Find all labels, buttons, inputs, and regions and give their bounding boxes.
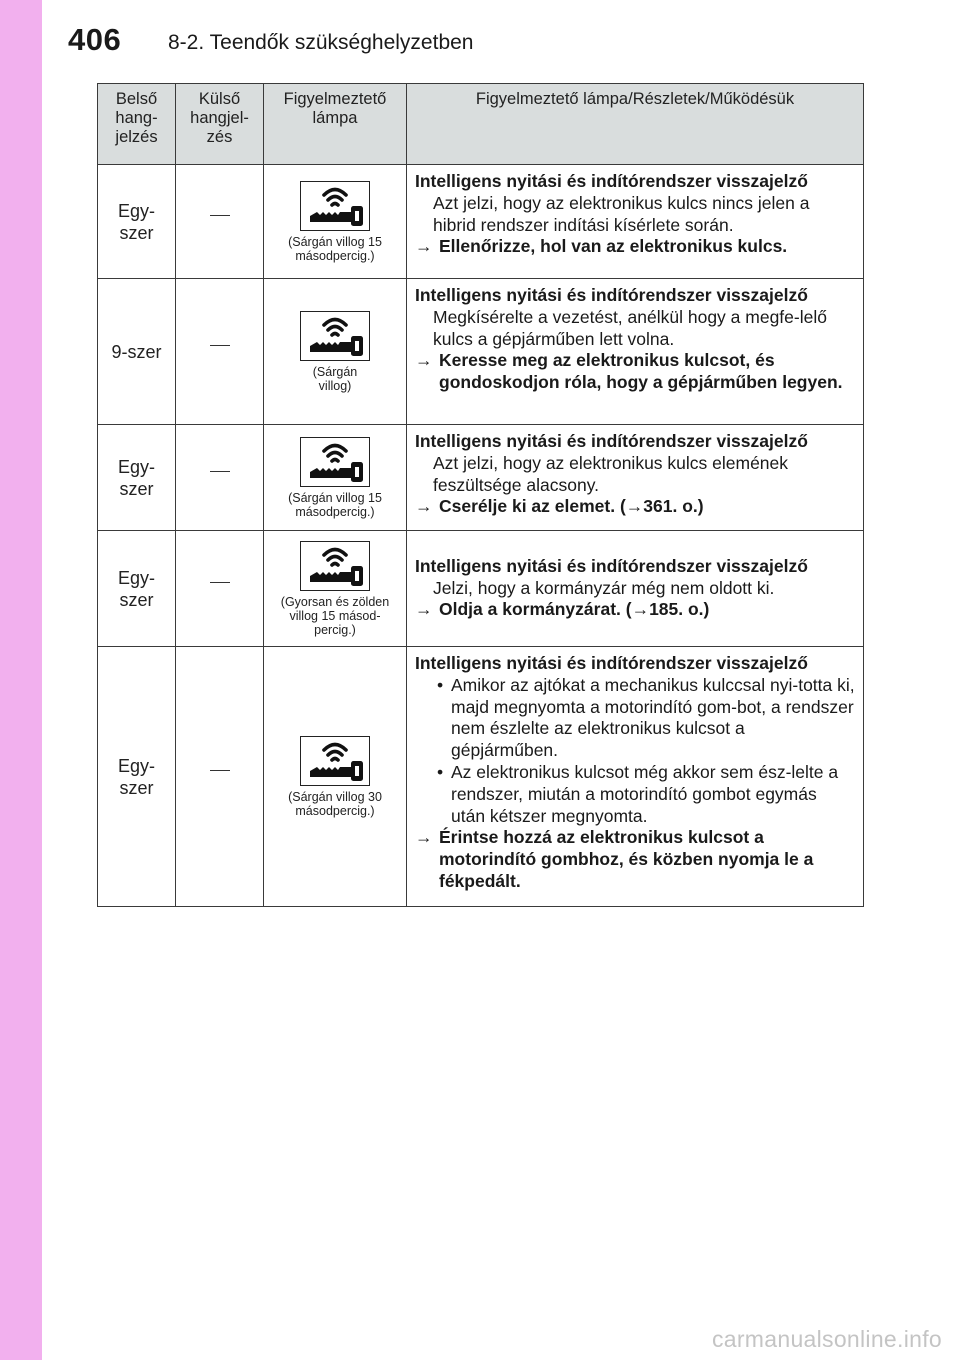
action-instruction: → Cserélje ki az elemet. (→361. o.) xyxy=(415,496,704,517)
external-sound-dash xyxy=(210,582,230,583)
internal-sound-cell: Egy-szer xyxy=(98,165,176,279)
action-arrow-icon: → xyxy=(415,236,433,257)
indicator-description: Jelzi, hogy a kormányzár még nem oldott ki. xyxy=(433,577,775,598)
key-wireless-icon xyxy=(304,739,366,783)
external-sound-cell xyxy=(176,165,264,279)
details-cell xyxy=(407,165,864,279)
warning-table xyxy=(97,83,864,907)
side-strip xyxy=(0,0,42,1360)
action-instruction: → Érintse hozzá az elektronikus kulcsot a motorindító gombhoz, és közben nyomja le a fékpedált. xyxy=(415,827,814,891)
external-sound-cell xyxy=(176,531,264,647)
indicator-title: Intelligens nyitási és indítórendszer visszajelző xyxy=(415,285,808,305)
lamp-caption: (Gyorsan és zölden villog 15 másod-percig.) xyxy=(280,594,390,637)
key-wireless-icon xyxy=(304,314,366,358)
header-external-sound: Külső hangjel-zés xyxy=(176,84,264,165)
key-wireless-icon xyxy=(304,544,366,588)
lamp-indicator-box xyxy=(300,181,370,231)
table-header-row xyxy=(98,84,864,165)
list-item: • Az elektronikus kulcsot még akkor sem ész-lelte a rendszer, miután a motorindító gombot egymás után kétszer megnyomta. xyxy=(437,761,839,826)
lamp-cell xyxy=(264,279,407,425)
action-arrow-icon: → xyxy=(415,599,433,620)
indicator-description: Azt jelzi, hogy az elektronikus kulcs elemének feszültsége alacsony. xyxy=(433,452,789,495)
lamp-cell xyxy=(264,531,407,647)
indicator-title: Intelligens nyitási és indítórendszer visszajelző xyxy=(415,171,808,191)
indicator-title: Intelligens nyitási és indítórendszer visszajelző xyxy=(415,431,808,451)
action-arrow-icon: → xyxy=(415,496,433,517)
internal-sound-cell: Egy-szer xyxy=(98,425,176,531)
lamp-cell xyxy=(264,425,407,531)
external-sound-cell xyxy=(176,279,264,425)
lamp-indicator-box xyxy=(300,541,370,591)
internal-sound-cell: 9-szer xyxy=(98,279,176,425)
key-wireless-icon xyxy=(304,440,366,484)
details-cell xyxy=(407,531,864,647)
external-sound-dash xyxy=(210,345,230,346)
action-instruction: → Ellenőrizze, hol van az elektronikus kulcs. xyxy=(415,236,788,257)
header-internal-sound: Belső hang-jelzés xyxy=(98,84,176,165)
indicator-description: Azt jelzi, hogy az elektronikus kulcs nincs jelen a hibrid rendszer indítási kísérlete során. xyxy=(433,192,810,235)
details-cell xyxy=(407,647,864,907)
external-sound-cell xyxy=(176,647,264,907)
lamp-cell xyxy=(264,165,407,279)
lamp-indicator-box xyxy=(300,437,370,487)
table-row xyxy=(98,647,864,907)
table-row xyxy=(98,531,864,647)
lamp-cell xyxy=(264,647,407,907)
external-sound-dash xyxy=(210,770,230,771)
details-cell xyxy=(407,425,864,531)
action-instruction: → Keresse meg az elektronikus kulcsot, és gondoskodjon róla, hogy a gépjárműben legyen. xyxy=(415,350,843,393)
external-sound-cell xyxy=(176,425,264,531)
action-arrow-icon: → xyxy=(415,350,433,371)
external-sound-dash xyxy=(210,471,230,472)
header-warning-lamp: Figyelmeztető lámpa xyxy=(264,84,407,165)
lamp-indicator-box xyxy=(300,736,370,786)
action-instruction: → Oldja a kormányzárat. (→185. o.) xyxy=(415,599,710,620)
internal-sound-cell: Egy-szer xyxy=(98,647,176,907)
indicator-title: Intelligens nyitási és indítórendszer visszajelző xyxy=(415,653,808,673)
lamp-caption: (Sárgán villog) xyxy=(312,364,358,393)
section-title: 8-2. Teendők szükséghelyzetben xyxy=(168,31,474,54)
indicator-description: Megkísérelte a vezetést, anélkül hogy a megfe-lelő kulcs a gépjárműben lett volna. xyxy=(433,306,827,349)
action-arrow-icon: → xyxy=(415,827,433,848)
watermark: carmanualsonline.info xyxy=(711,1326,942,1352)
lamp-indicator-box xyxy=(300,311,370,361)
external-sound-dash xyxy=(210,215,230,216)
internal-sound-cell: Egy-szer xyxy=(98,531,176,647)
indicator-title: Intelligens nyitási és indítórendszer visszajelző xyxy=(415,555,808,576)
lamp-caption: (Sárgán villog 15 másodpercig.) xyxy=(288,490,382,519)
table-row xyxy=(98,279,864,425)
page-number: 406 xyxy=(68,22,122,57)
details-cell xyxy=(407,279,864,425)
key-wireless-icon xyxy=(304,184,366,228)
lamp-caption: (Sárgán villog 15 másodpercig.) xyxy=(288,234,382,263)
header-details: Figyelmeztető lámpa/Részletek/Működésük xyxy=(407,84,864,165)
list-item: • Amikor az ajtókat a mechanikus kulccsal nyi-totta ki, majd megnyomta a motorindító gom-bot, a rendszer nem észlelte az elektronikus kulcsot a gépjárműben. xyxy=(437,674,855,761)
table-row xyxy=(98,425,864,531)
table-row xyxy=(98,165,864,279)
lamp-caption: (Sárgán villog 30 másodpercig.) xyxy=(288,789,382,818)
